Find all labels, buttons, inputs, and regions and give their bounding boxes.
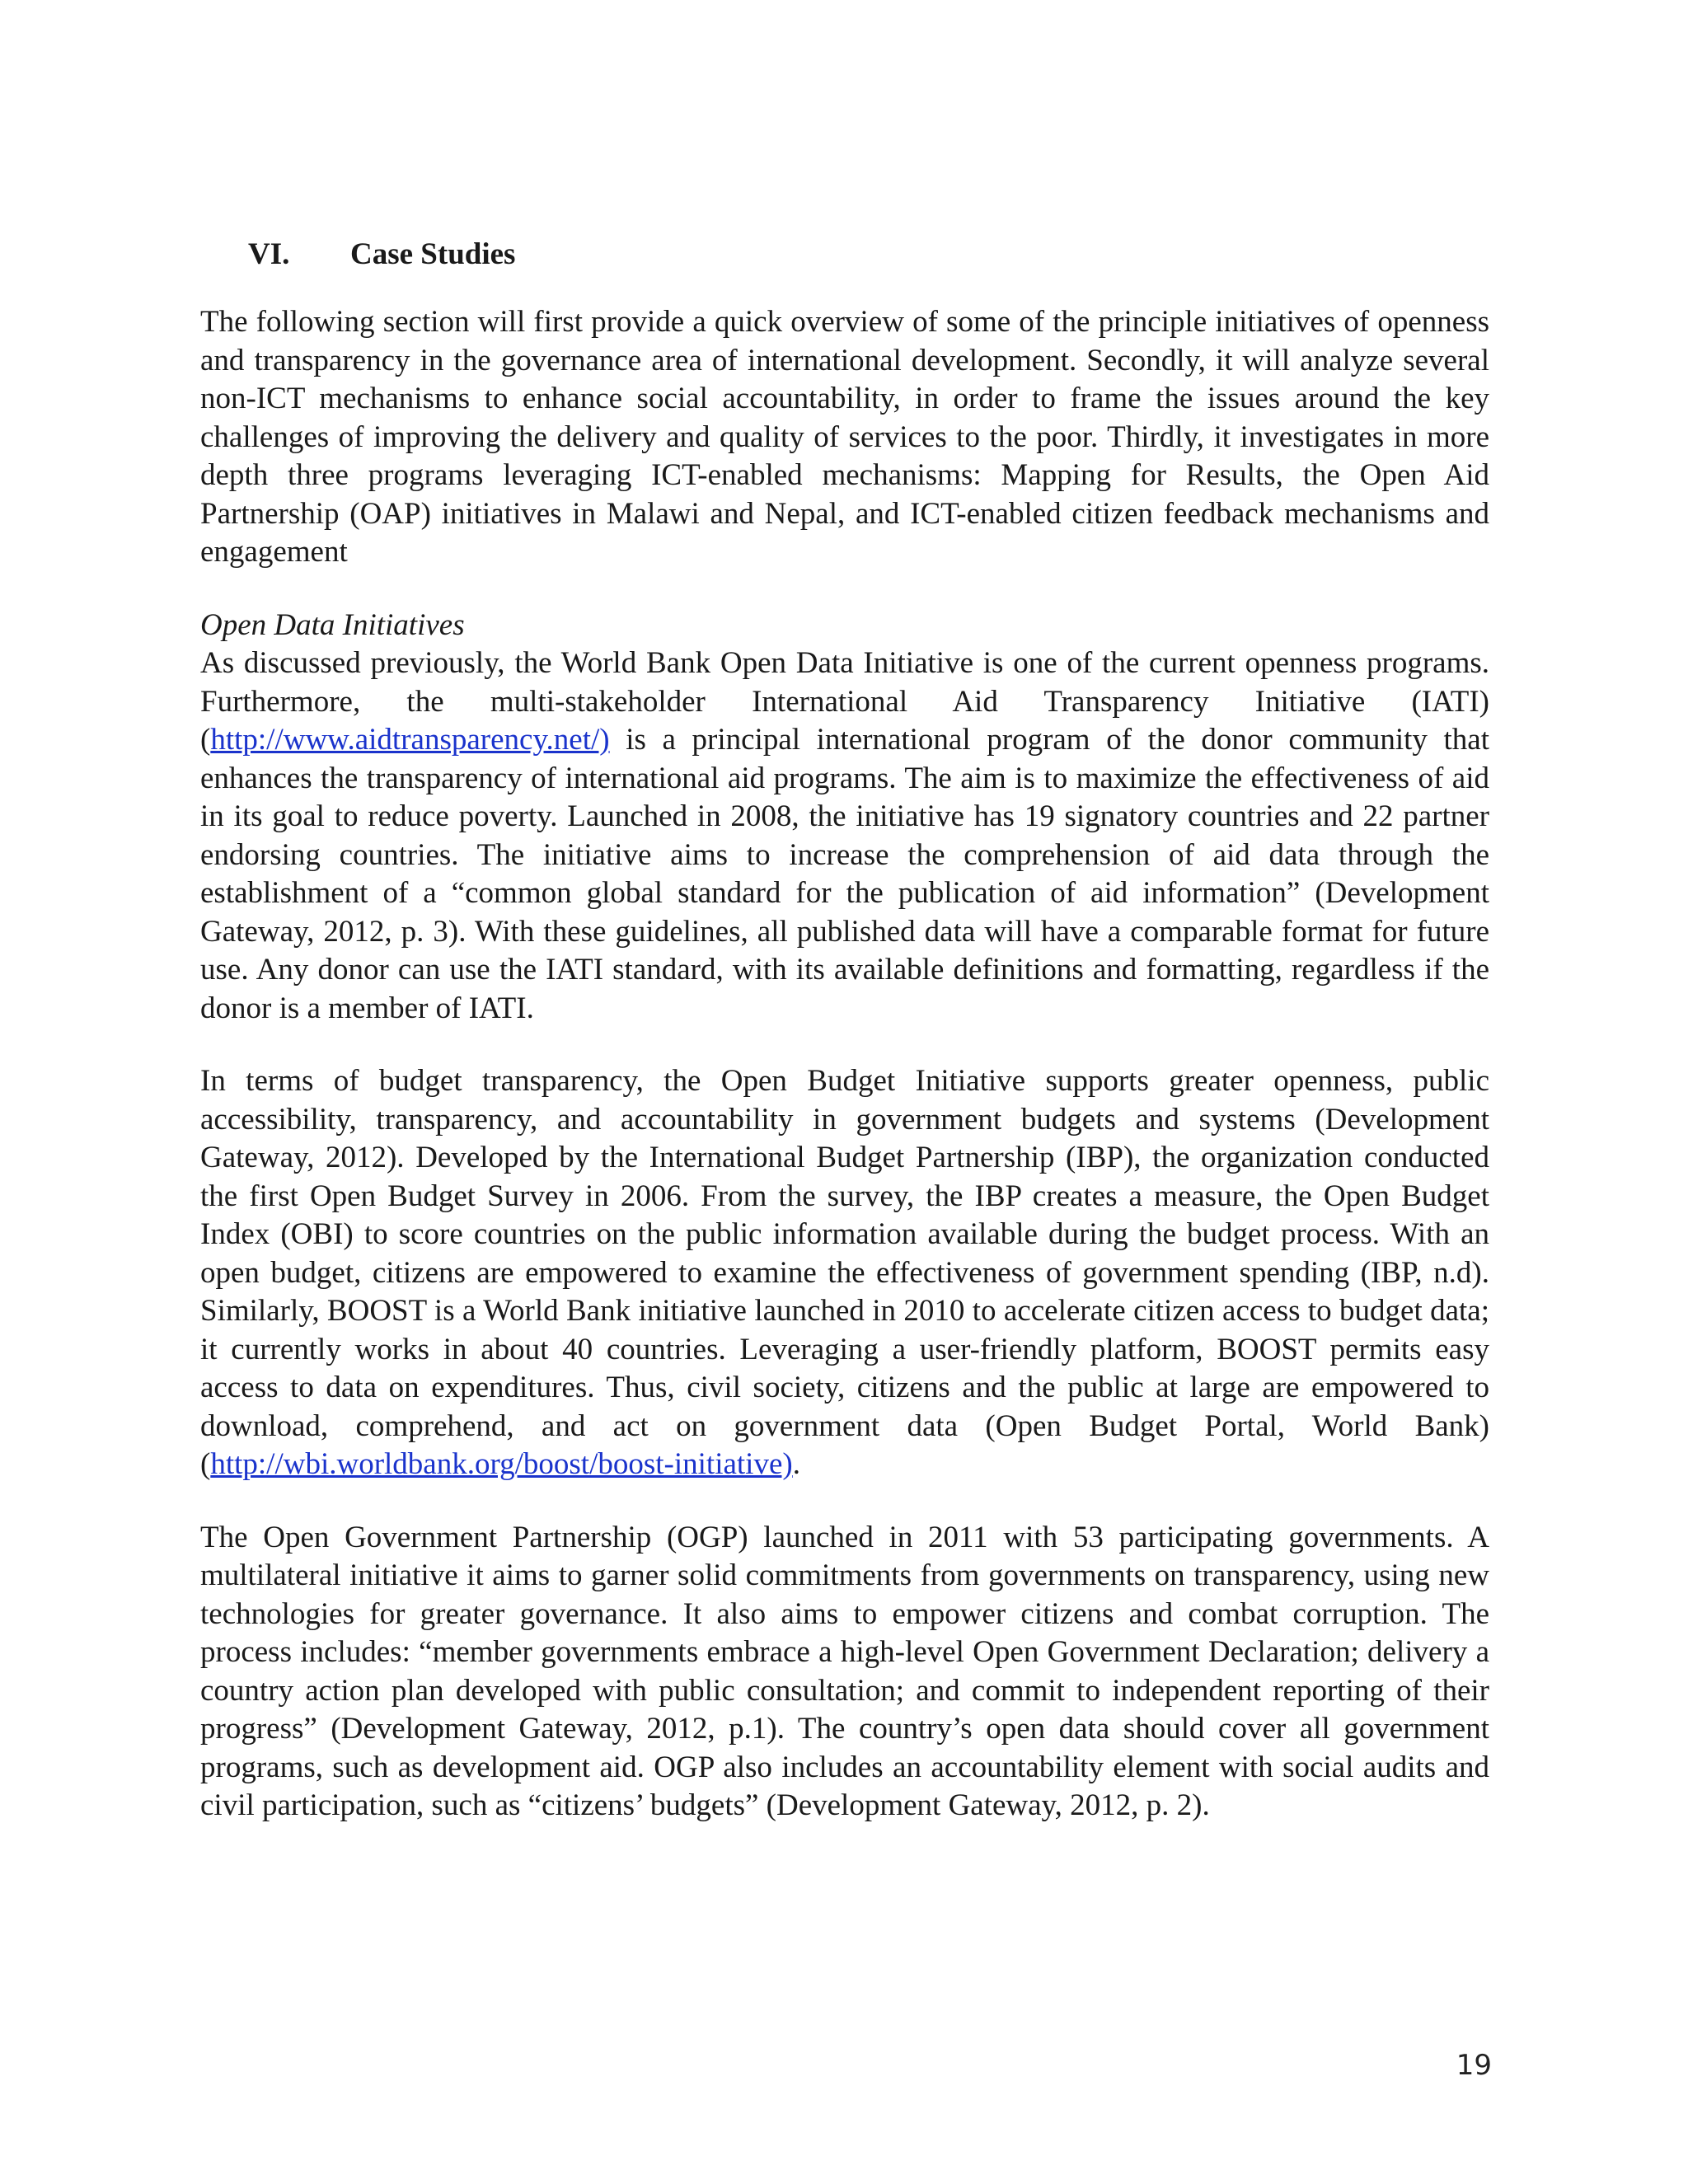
subheading-open-data: Open Data Initiatives	[200, 607, 465, 642]
iati-paragraph	[200, 644, 1489, 1028]
paragraph-gap	[200, 1028, 1489, 1062]
paragraph-gap	[200, 1484, 1489, 1519]
iati-text-after: is a principal international program of the donor community that enhances the transparency of international aid programs. The aim is to maximize the effectiveness of aid in its goal to reduce poverty. Launched in 2008, the initiative has 19 signatory countries and 22 partner endorsing countries. The initiative aims to increase the comprehension of aid data through the establishment of a “common global standard for the publication of aid information” (Development Gateway, 2012, p. 3). With these guidelines, all published data will have a comparable format for future use. Any donor can use the IATI standard, with its available definitions and formatting, regardless if the donor is a member of IATI.	[200, 723, 1489, 1025]
section-title: Case Studies	[350, 237, 516, 271]
intro-paragraph: The following section will first provide a quick overview of some of the principle initiatives of openness and transparency in the governance area of international development. Secondly, it will analyze several non-ICT mechanisms to enhance social accountability, in order to frame the issues around the key challenges of improving the delivery and quality of services to the poor. Thirdly, it investigates in more depth three programs leveraging ICT-enabled mechanisms: Mapping for Results, the Open Aid Partnership (OAP) initiatives in Malawi and Nepal, and ICT-enabled citizen feedback mechanisms and engagement	[200, 305, 1489, 569]
page-number: 19	[1456, 2049, 1492, 2082]
budget-transparency-paragraph	[200, 1062, 1489, 1484]
page-content	[200, 232, 1489, 1825]
iati-text-before: As discussed previously, the World Bank Open Data Initiative is one of the current openness programs. Furthermore, the multi-stakeholder International Aid Transparency Initiative (IATI) (	[200, 646, 1489, 757]
section-heading	[248, 232, 1489, 277]
ogp-paragraph: The Open Government Partnership (OGP) launched in 2011 with 53 participating governments. A multilateral initiative it aims to garner solid commitments from governments on transparency, using new technologies for greater governance. It also aims to empower citizens and combat corruption. The process includes: “member governments embrace a high-level Open Government Declaration; delivery a country action plan developed with public consultation; and commit to independent reporting of their progress” (Development Gateway, 2012, p.1). The country’s open data should cover all government programs, such as development aid. OGP also includes an accountability element with social audits and civil participation, such as “citizens’ budgets” (Development Gateway, 2012, p. 2).	[200, 1520, 1489, 1822]
section-number: VI.	[248, 237, 290, 271]
aidtransparency-link[interactable]: http://www.aidtransparency.net/)	[210, 723, 610, 757]
budget-text-before: In terms of budget transparency, the Open Budget Initiative supports greater openness, public accessibility, transparency, and accountability in government budgets and systems (Development Gateway, 2012). Developed by the International Budget Partnership (IBP), the organization conducted the first Open Budget Survey in 2006. From the survey, the IBP creates a measure, the Open Budget Index (OBI) to score countries on the public information available during the budget process. With an open budget, citizens are empowered to examine the effectiveness of government spending (IBP, n.d). Similarly, BOOST is a World Bank initiative launched in 2010 to accelerate citizen access to budget data; it currently works in about 40 countries. Leveraging a user-friendly platform, BOOST permits easy access to data on expenditures. Thus, civil society, citizens and the public at large are empowered to download, comprehend, and act on government data (Open Budget Portal, World Bank) (	[200, 1064, 1489, 1481]
boost-initiative-link[interactable]: http://wbi.worldbank.org/boost/boost-initiative)	[210, 1447, 793, 1481]
budget-text-after: .	[792, 1447, 800, 1481]
paragraph-gap	[200, 572, 1489, 607]
